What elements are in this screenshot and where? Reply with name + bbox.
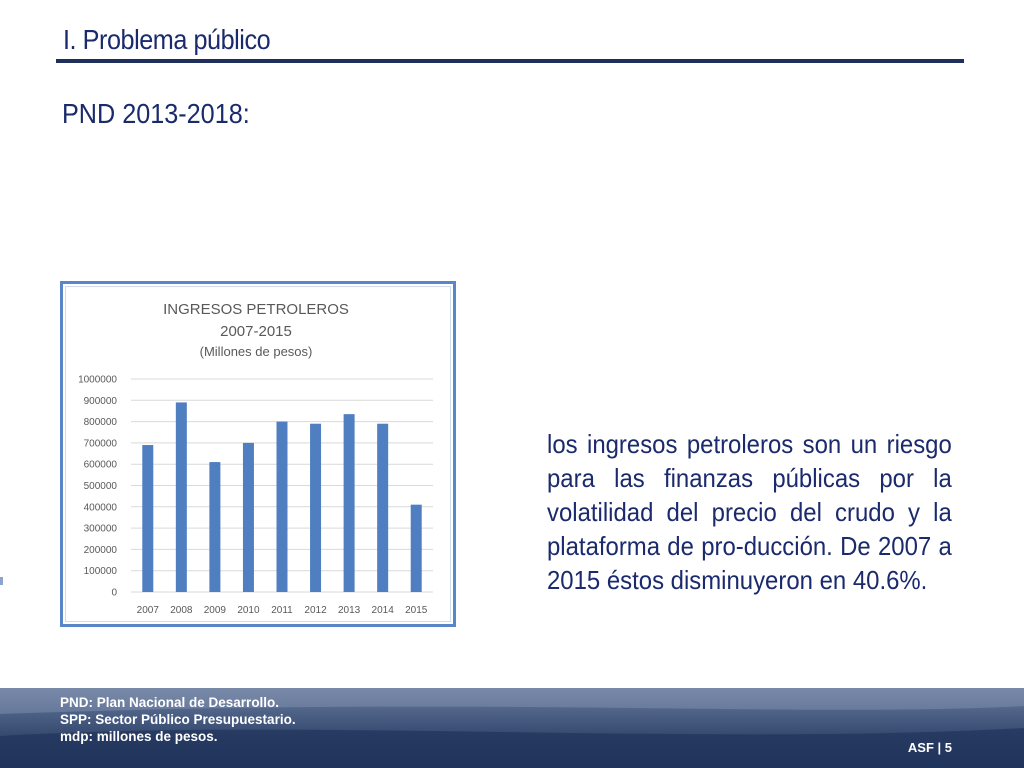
footer-notes bbox=[60, 694, 296, 745]
bar-2015 bbox=[411, 505, 422, 592]
slide-title: I. Problema público bbox=[63, 24, 271, 55]
y-tick-label: 1000000 bbox=[78, 374, 117, 386]
y-tick-label: 0 bbox=[111, 587, 117, 599]
y-tick-label: 400000 bbox=[83, 502, 117, 514]
x-tick-label: 2010 bbox=[237, 605, 260, 616]
x-tick-label: 2007 bbox=[136, 605, 159, 616]
x-tick-label: 2015 bbox=[405, 605, 428, 616]
footer-note: mdp: millones de pesos. bbox=[60, 729, 218, 744]
left-edge-marker bbox=[0, 577, 3, 585]
x-tick-label: 2009 bbox=[203, 605, 227, 616]
y-tick-label: 900000 bbox=[83, 395, 117, 407]
bar-2008 bbox=[176, 402, 187, 592]
page-number: ASF | 5 bbox=[907, 740, 952, 755]
bar-2010 bbox=[243, 443, 254, 592]
chart-x-ticks bbox=[137, 605, 428, 616]
slide-subtitle: PND 2013-2018: bbox=[62, 98, 250, 129]
x-tick-label: 2012 bbox=[304, 605, 327, 616]
chart-unit-label: (Millones de pesos) bbox=[199, 344, 313, 359]
bar-2012 bbox=[310, 424, 321, 592]
bar-2014 bbox=[377, 424, 388, 592]
body-paragraph: los ingresos petroleros son un riesgo para las finanzas públicas por la volatilidad del precio del crudo y la plataforma de pro-ducción. De 2007 a 2015 éstos disminuyeron en 40.6%. bbox=[547, 429, 952, 595]
x-tick-label: 2008 bbox=[170, 605, 193, 616]
bar-2007 bbox=[142, 445, 153, 592]
x-tick-label: 2013 bbox=[337, 605, 361, 616]
footer-note: SPP: Sector Público Presupuestario. bbox=[60, 712, 296, 727]
bar-2013 bbox=[344, 414, 355, 592]
chart-title: INGRESOS PETROLEROS bbox=[163, 301, 349, 318]
chart-frame bbox=[60, 281, 456, 627]
chart-bars bbox=[142, 402, 421, 592]
y-tick-label: 100000 bbox=[83, 566, 117, 578]
footer-note: PND: Plan Nacional de Desarrollo. bbox=[60, 695, 280, 710]
y-tick-label: 300000 bbox=[83, 523, 117, 535]
y-tick-label: 700000 bbox=[83, 438, 117, 450]
y-tick-label: 800000 bbox=[83, 417, 117, 429]
y-tick-label: 500000 bbox=[83, 481, 117, 492]
title-underline bbox=[56, 59, 964, 63]
chart-y-ticks bbox=[78, 375, 117, 599]
footer-bar bbox=[0, 688, 1024, 768]
bar-2011 bbox=[277, 422, 288, 592]
oil-revenue-bar-chart bbox=[63, 284, 453, 624]
bar-2009 bbox=[209, 462, 220, 592]
y-tick-label: 200000 bbox=[83, 544, 117, 556]
x-tick-label: 2011 bbox=[271, 605, 293, 616]
chart-subtitle: 2007-2015 bbox=[220, 323, 292, 340]
x-tick-label: 2014 bbox=[371, 605, 394, 616]
y-tick-label: 600000 bbox=[83, 459, 117, 471]
